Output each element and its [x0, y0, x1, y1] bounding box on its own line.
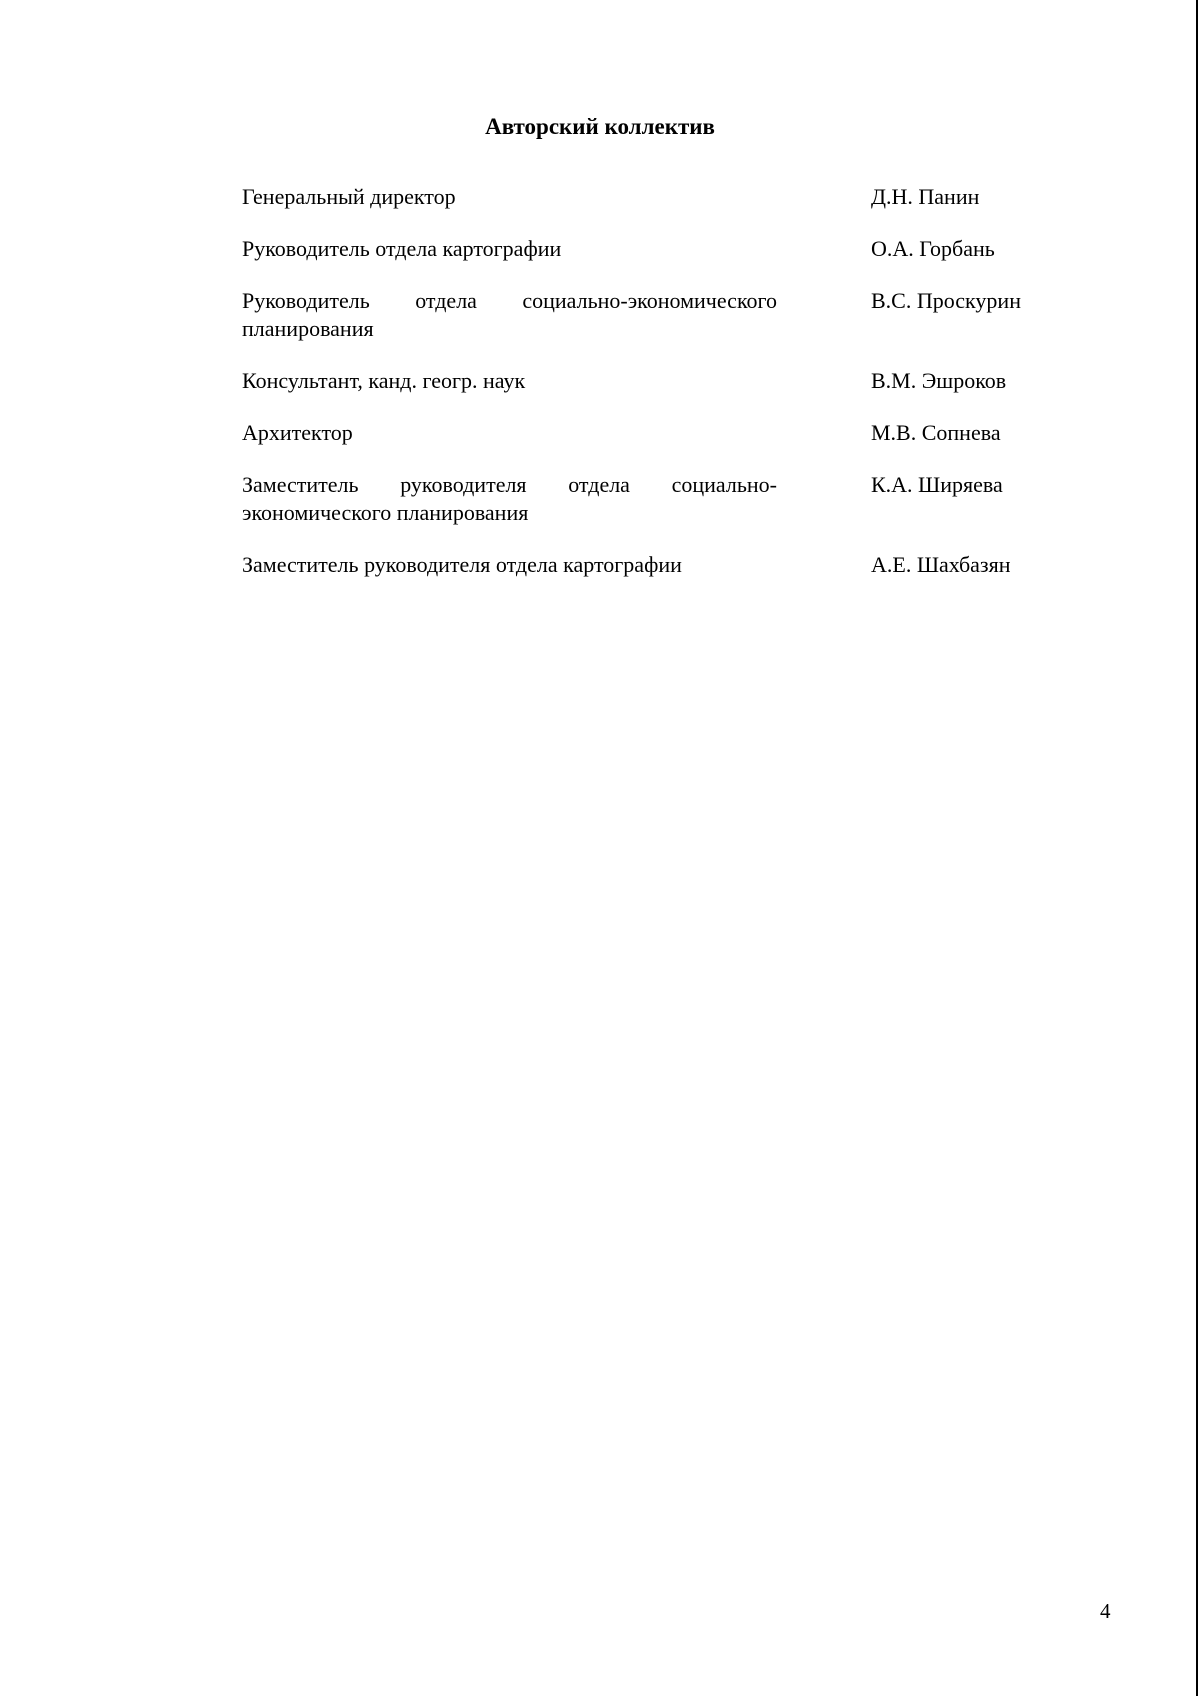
- author-row: [242, 235, 1072, 263]
- author-name: В.С. Проскурин: [871, 288, 1021, 313]
- page-title: Авторский коллектив: [485, 114, 715, 139]
- author-role: Руководитель отдела социально-экономического планирования: [242, 288, 777, 341]
- author-list: [242, 183, 1072, 603]
- page-number: 4: [1100, 1599, 1111, 1623]
- author-role: Консультант, канд. геогр. наук: [242, 368, 526, 393]
- author-row: [242, 419, 1072, 447]
- author-role: Архитектор: [242, 420, 353, 445]
- author-role: Заместитель руководителя отдела социально-экономического планирования: [242, 472, 777, 525]
- author-row: [242, 471, 1072, 527]
- author-role: Заместитель руководителя отдела картографии: [242, 552, 682, 577]
- author-row: [242, 183, 1072, 211]
- author-name: Д.Н. Панин: [871, 184, 980, 209]
- author-name: А.Е. Шахбазян: [871, 552, 1011, 577]
- author-row: [242, 551, 1072, 579]
- author-name: В.М. Эшроков: [871, 368, 1007, 393]
- author-name: О.А. Горбань: [871, 236, 995, 261]
- author-role: Руководитель отдела картографии: [242, 236, 562, 261]
- author-name: К.А. Ширяева: [871, 472, 1003, 497]
- author-role: Генеральный директор: [242, 184, 456, 209]
- author-name: М.В. Сопнева: [871, 420, 1001, 445]
- author-row: [242, 367, 1072, 395]
- author-row: [242, 287, 1072, 343]
